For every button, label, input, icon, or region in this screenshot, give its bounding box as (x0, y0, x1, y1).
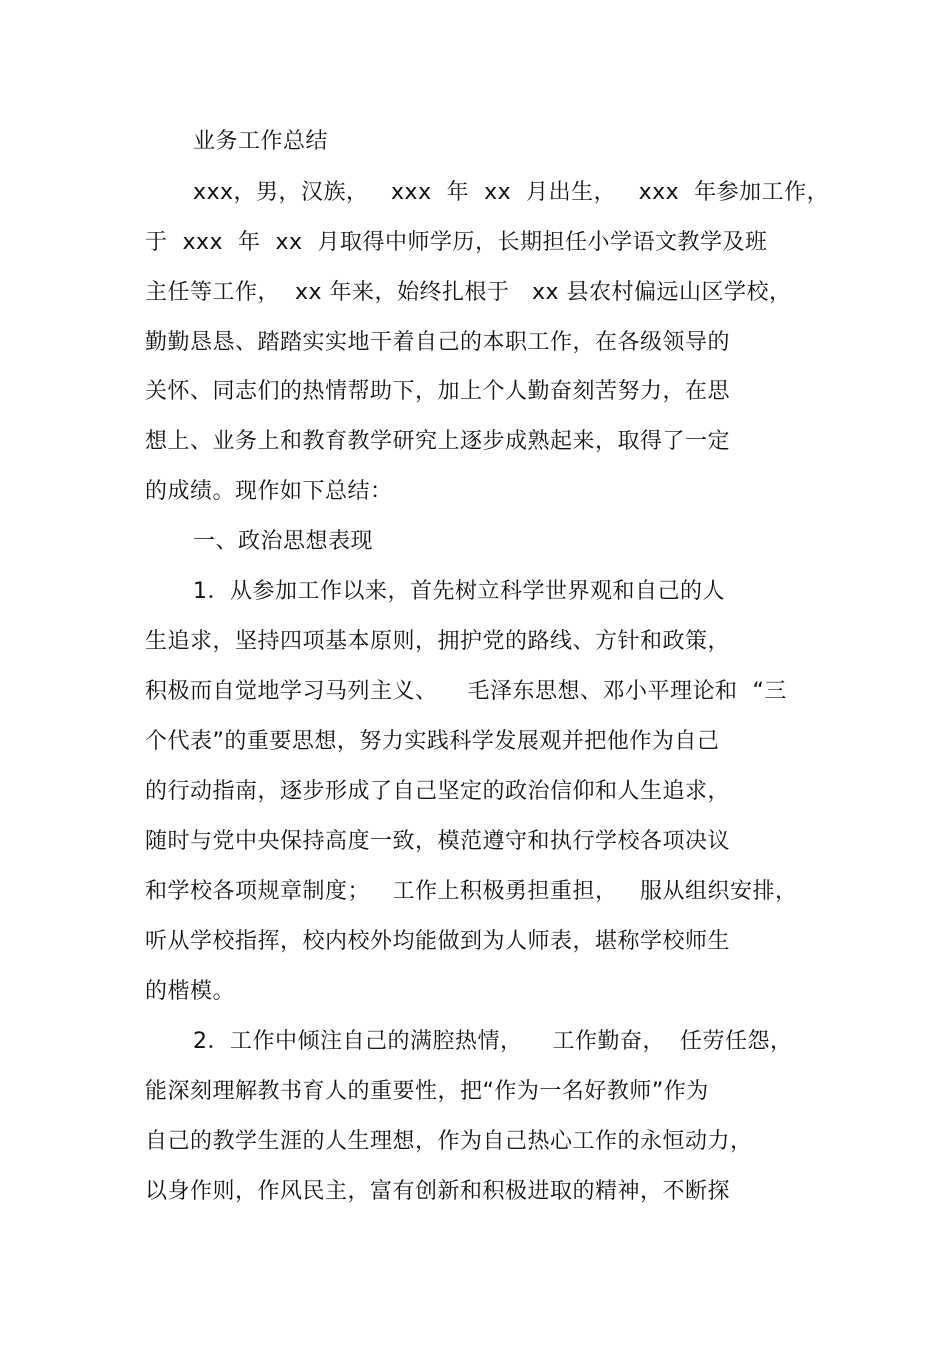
paragraph-line: 关怀、同志们的热情帮助下，加上个人勤奋刻苦努力，在思 (145, 379, 731, 404)
paragraph-line: 积极而自觉地学习马列主义、 毛泽东思想、邓小平理论和 “三 (145, 679, 787, 704)
paragraph-line: 能深刻理解教书育人的重要性，把“作为一名好教师”作为 (145, 1079, 709, 1104)
paragraph-line: 听从学校指挥，校内校外均能做到为人师表，堪称学校师生 (145, 929, 731, 954)
paragraph-line: 和学校各项规章制度； 工作上积极勇担重担， 服从组织安排， (145, 879, 798, 904)
paragraph-line: 勤勤恳恳、踏踏实实地干着自己的本职工作，在各级领导的 (145, 330, 731, 355)
document-title: 业务工作总结 (193, 129, 329, 154)
section-heading: 一、政治思想表现 (193, 529, 374, 554)
paragraph-line: 的楷模。 (145, 979, 236, 1004)
paragraph-line: 2．工作中倾注自己的满腔热情， 工作勤奋， 任劳任怨， (193, 1029, 793, 1054)
paragraph-line: 个代表”的重要思想，努力实践科学发展观并把他作为自己 (145, 729, 720, 754)
paragraph-line: 的行动指南，逐步形成了自己坚定的政治信仰和人生追求， (145, 779, 731, 804)
paragraph-line: 1．从参加工作以来，首先树立科学世界观和自己的人 (193, 579, 725, 604)
paragraph-line: 随时与党中央保持高度一致，模范遵守和执行学校各项决议 (145, 829, 731, 854)
paragraph-line: 以身作则，作风民主，富有创新和积极进取的精神，不断探 (145, 1179, 731, 1204)
paragraph-line: 生追求，坚持四项基本原则，拥护党的路线、方针和政策， (145, 629, 731, 654)
paragraph-line: xxx，男，汉族， xxx 年 xx 月出生， xxx 年参加工作， (193, 180, 830, 205)
paragraph-line: 自己的教学生涯的人生理想，作为自己热心工作的永恒动力， (145, 1129, 753, 1154)
paragraph-line: 想上、业务上和教育教学研究上逐步成熟起来，取得了一定 (145, 429, 731, 454)
paragraph-line: 的成绩。现作如下总结： (145, 479, 393, 504)
paragraph-line: 主任等工作， xx 年来，始终扎根于 xx 县农村偏远山区学校， (145, 280, 792, 305)
paragraph-line: 于 xxx 年 xx 月取得中师学历，长期担任小学语文教学及班 (145, 230, 768, 255)
